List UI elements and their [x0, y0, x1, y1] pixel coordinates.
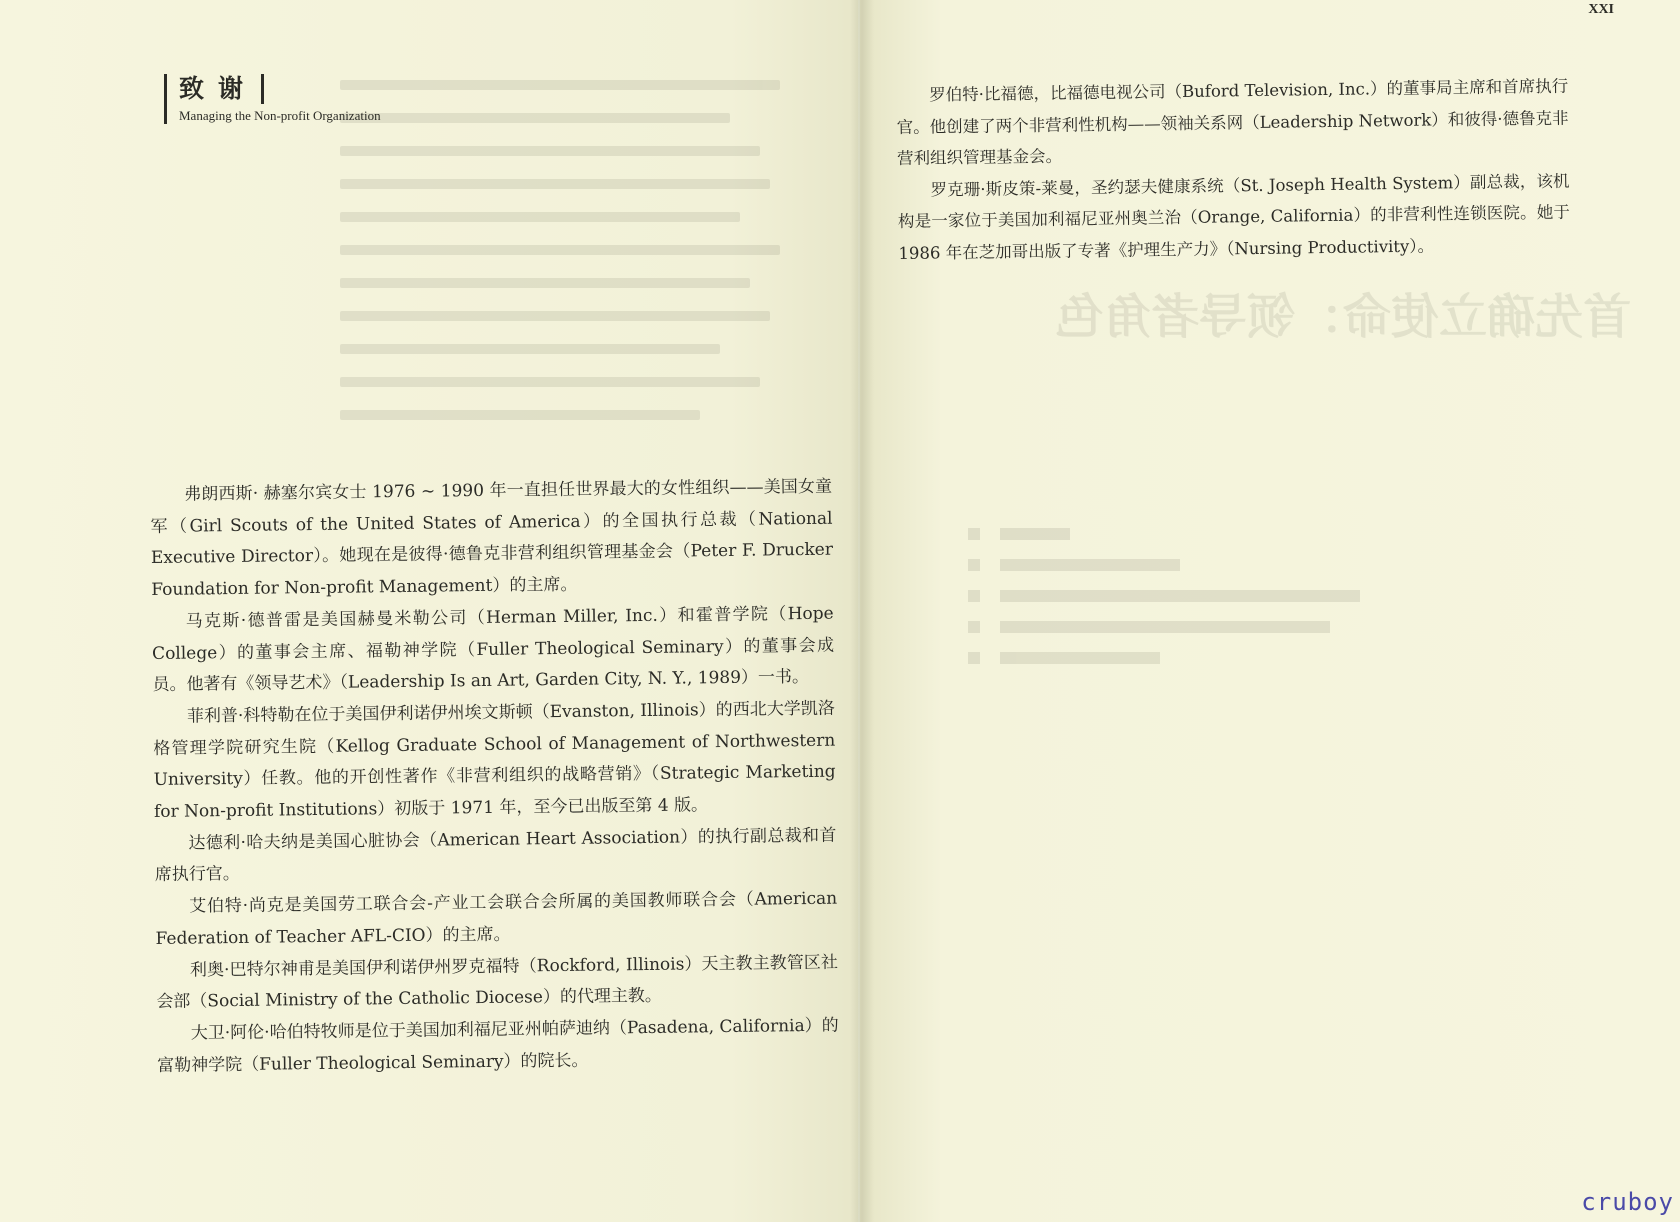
watermark: cruboy — [1581, 1188, 1674, 1216]
chapter-header — [164, 74, 381, 124]
header-subtitle: Managing the Non-profit Organization — [179, 108, 381, 123]
paragraph: 菲利普·科特勒在位于美国伊利诺伊州埃文斯顿（Evanston, Illinois）的西北大学凯洛格管理学院研究生院（Kellog Graduate School of Management of Northwestern University）任教。他的开创性著作《非营利组织的战略营销》（Strategic Marketing for Non-profit Institutions）初版于 1971 年，至今已出版至第 4 版。 — [153, 698, 836, 823]
paragraph: 达德利·哈夫纳是美国心脏协会（American Heart Association）的执行副总裁和首席执行官。 — [154, 825, 837, 886]
paragraph: 罗伯特·比福德，比福德电视公司（Buford Television, Inc.）的董事局主席和首席执行官。他创建了两个非营利性机构——领袖关系网（Leadership Network）和彼得·德鲁克非营利组织管理基金会。 — [896, 76, 1569, 168]
paragraph: 罗克珊·斯皮策-莱曼，圣约瑟夫健康系统（St. Joseph Health System）副总裁，该机构是一家位于美国加利福尼亚州奥兰治（Orange, California）的非营利性连锁医院。她于 1986 年在芝加哥出版了专著《护理生产力》（Nursing Productivity）。 — [897, 171, 1571, 263]
book-gutter — [850, 0, 874, 1222]
paragraph: 利奥·巴特尔神甫是美国伊利诺伊州罗克福特（Rockford, Illinois）天主教主教管区社会部（Social Ministry of the Catholic Diocese）的代理主教。 — [156, 952, 839, 1013]
right-page-body — [896, 71, 1571, 269]
page-number: XXI — [1588, 2, 1614, 17]
paragraph: 马克斯·德普雷是美国赫曼米勒公司（Herman Miller, Inc.）和霍普学院（Hope College）的董事会主席、福勒神学院（Fuller Theological Seminary）的董事会成员。他著有《领导艺术》（Leadership Is an Art, Garden City, N. Y., 1989）一书。 — [151, 603, 835, 696]
left-page-body — [150, 472, 839, 1083]
show-through-heading: 首先确立使命：领导者角色 — [1055, 289, 1632, 345]
show-through-list — [968, 528, 1368, 683]
paragraph: 大卫·阿伦·哈伯特牧师是位于美国加利福尼亚州帕萨迪纳（Pasadena, California）的富勒神学院（Fuller Theological Seminary）的院长。 — [157, 1015, 839, 1076]
header-title: 致谢 — [179, 74, 264, 104]
paragraph: 弗朗西斯· 赫塞尔宾女士 1976 ~ 1990 年一直担任世界最大的女性组织——美国女童军（Girl Scouts of the United States of America）的全国执行总裁（National Executive Director）。她现在是彼得·德鲁克非营利组织管理基金会（Peter F. Drucker Foundation for Non-profit Management）的主席。 — [150, 476, 834, 601]
show-through-text-left — [340, 80, 790, 443]
paragraph: 艾伯特·尚克是美国劳工联合会-产业工会联合会所属的美国教师联合会（American Federation of Teacher AFL-CIO）的主席。 — [155, 888, 838, 949]
